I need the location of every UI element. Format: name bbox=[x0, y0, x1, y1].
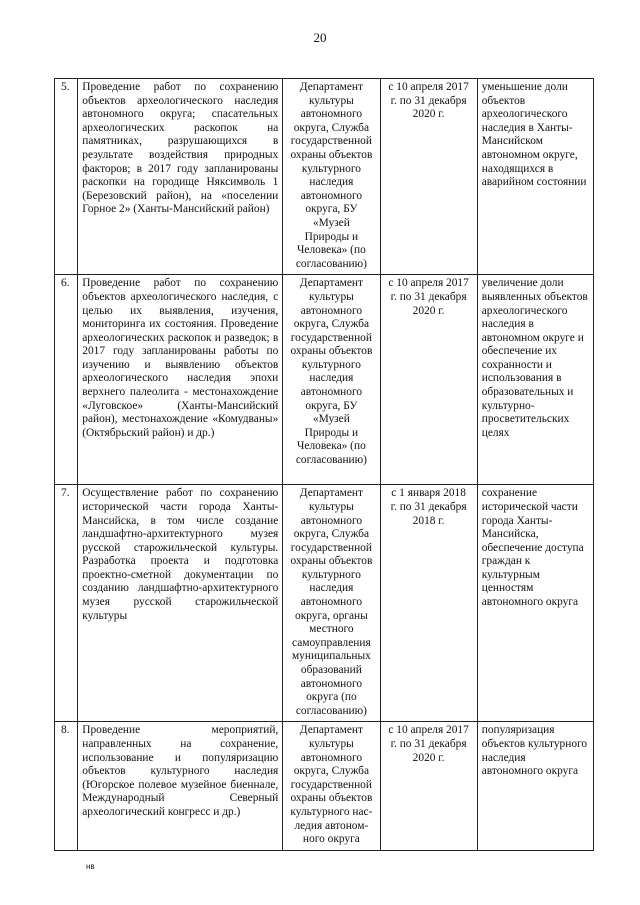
expected-result: увеличение доли выявленных объектов археологического наследия в автономном округе и обеспечение их сохранности и использования в образовательных и культурно-просветительских целях bbox=[477, 275, 593, 485]
responsible-executors: Департамент культуры автономного округа, Служба государственной охраны объектов культурного наследия автономного округа, органы местного самоуправления муниципальных образований автономного округа (по согласованию) bbox=[283, 485, 380, 722]
responsible-executors: Департамент культуры автономного округа, Служба государственной охраны объектов культурного наследия автономного округа, БУ «Музей Природы и Человека» (по согласованию) bbox=[283, 275, 380, 485]
execution-period: с 10 апреля 2017 г. по 31 декабря 2020 г. bbox=[380, 275, 477, 485]
row-number: 7. bbox=[55, 485, 78, 722]
measure-description: Проведение работ по сохранению объектов археологического наследия автономного округа; спасательных археологических раскопок на памятниках, разрушающихся в результате воздействия природных факторов; в 2017 году запланированы раскопки на городище Няксимволь 1 (Березовский район), на «поселении Горное 2» (Ханты-Мансийский район) bbox=[78, 79, 283, 275]
footer-mark: нв bbox=[86, 862, 95, 871]
row-number: 6. bbox=[55, 275, 78, 485]
measure-description: Проведение мероприятий, направленных на сохранение, использование и популяризацию объектов культурного наследия (Югорское полевое музейное биеннале, Международный Северный археологический конгресс и др.) bbox=[78, 722, 283, 850]
responsible-executors: Департамент культуры автономного округа, Служба государственной охраны объектов культурного наследия автономного округа, БУ «Музей Природы и Человека» (по согласованию) bbox=[283, 79, 380, 275]
table-row bbox=[55, 79, 594, 275]
responsible-executors: Департамент культуры автономного округа, Служба государственной охраны объектов культурного нас- ледия автоном- ного округа bbox=[283, 722, 380, 850]
measure-description: Осуществление работ по сохранению исторической части города Ханты-Мансийска, в том числе создание ландшафтно-архитектурного музея русской старожильческой культуры. Разработка проекта и подготовка проектно-сметной документации по созданию ландшафтно-архитектурного музея русской старожильческой культуры bbox=[78, 485, 283, 722]
measures-table bbox=[54, 78, 594, 851]
table-row bbox=[55, 485, 594, 722]
row-number: 8. bbox=[55, 722, 78, 850]
page-number: 20 bbox=[313, 30, 327, 45]
execution-period: с 10 апреля 2017 г. по 31 декабря 2020 г. bbox=[380, 722, 477, 850]
expected-result: популяризация объектов культурного наследия автономного округа bbox=[477, 722, 593, 850]
execution-period: с 10 апреля 2017 г. по 31 декабря 2020 г. bbox=[380, 79, 477, 275]
expected-result: уменьшение доли объектов археологического наследия в Ханты-Мансийском автономном округе, находящихся в аварийном состоянии bbox=[477, 79, 593, 275]
table-row bbox=[55, 275, 594, 485]
row-number: 5. bbox=[55, 79, 78, 275]
expected-result: сохранение исторической части города Ханты-Мансийска, обеспечение доступа граждан к культурным ценностям автономного округа bbox=[477, 485, 593, 722]
measure-description: Проведение работ по сохранению объектов археологического наследия, с целью их выявления, изучения, мониторинга их состояния. Проведение археологических раскопок и разведок; в 2017 году запланированы работы по изучению и выявлению объектов археологического наследия эпохи верхнего палеолита - местонахождение «Луговское» (Ханты-Мансийский район), местонахождение «Комудваны» (Октябрьский район) и др.) bbox=[78, 275, 283, 485]
table-row bbox=[55, 722, 594, 850]
execution-period: с 1 января 2018 г. по 31 декабря 2018 г. bbox=[380, 485, 477, 722]
